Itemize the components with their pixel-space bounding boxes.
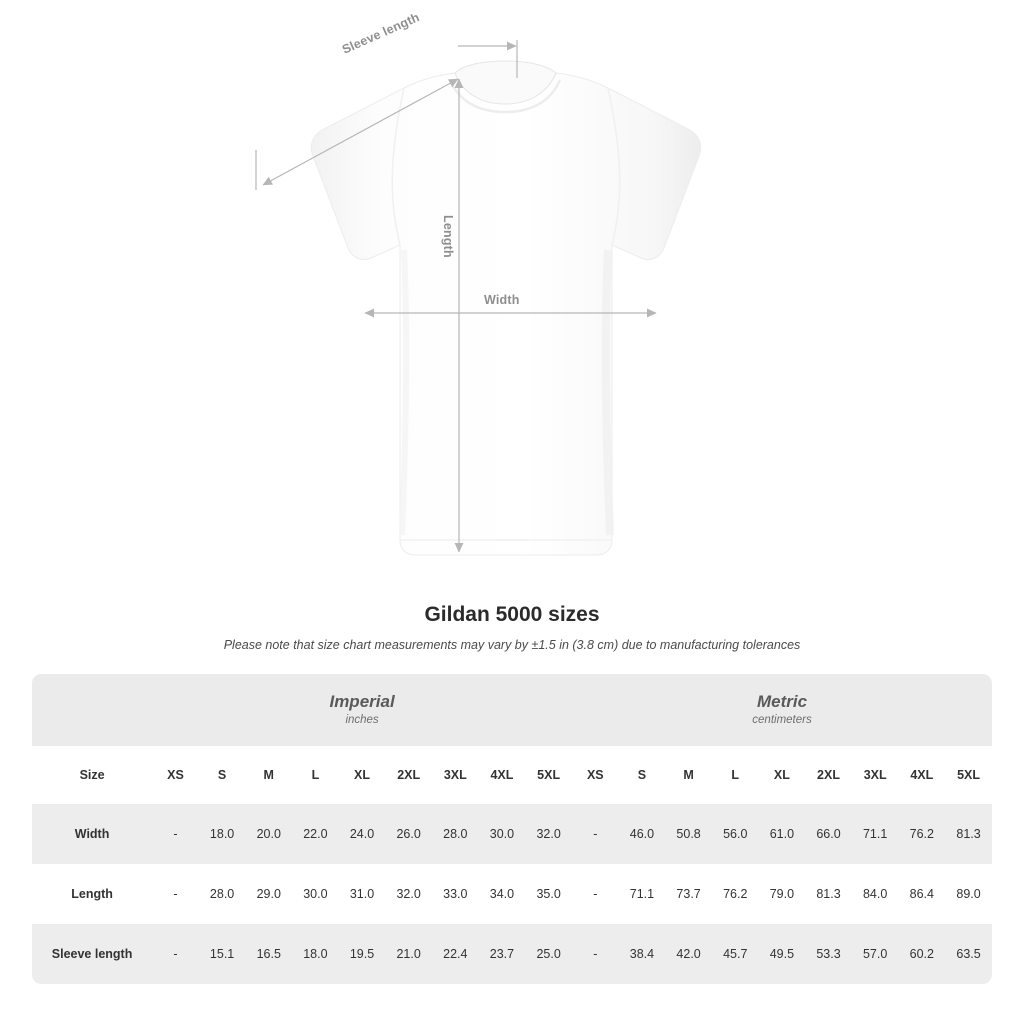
unit-name-imperial: Imperial [329, 691, 395, 711]
cell-width-imperial-2xl: 26.0 [385, 804, 432, 864]
cell-length-imperial-3xl: 33.0 [432, 864, 479, 924]
cell-length-imperial-m: 29.0 [245, 864, 292, 924]
cell-sleeve-metric-s: 38.4 [619, 924, 666, 984]
cell-sleeve-metric-5xl: 63.5 [945, 924, 992, 984]
size-header-imperial-xs: XS [152, 746, 199, 804]
row-label-length: Length [32, 864, 152, 924]
size-header-metric-xl: XL [759, 746, 806, 804]
cell-width-imperial-s: 18.0 [199, 804, 246, 864]
cell-length-metric-xs: - [572, 864, 619, 924]
cell-sleeve-metric-2xl: 53.3 [805, 924, 852, 984]
cell-width-imperial-xl: 24.0 [339, 804, 386, 864]
cell-length-metric-l: 76.2 [712, 864, 759, 924]
size-header-row [32, 746, 992, 804]
size-header-metric-m: M [665, 746, 712, 804]
cell-length-imperial-xl: 31.0 [339, 864, 386, 924]
cell-width-metric-xl: 61.0 [759, 804, 806, 864]
cell-sleeve-metric-xs: - [572, 924, 619, 984]
cell-length-metric-4xl: 86.4 [898, 864, 945, 924]
cell-sleeve-metric-xl: 49.5 [759, 924, 806, 984]
cell-length-imperial-xs: - [152, 864, 199, 924]
size-table-container [32, 674, 992, 984]
cell-width-imperial-4xl: 30.0 [479, 804, 526, 864]
size-header-imperial-l: L [292, 746, 339, 804]
table-row [32, 924, 992, 984]
cell-length-metric-3xl: 84.0 [852, 864, 899, 924]
cell-width-metric-l: 56.0 [712, 804, 759, 864]
page-title: Gildan 5000 sizes [424, 603, 600, 626]
cell-sleeve-metric-4xl: 60.2 [898, 924, 945, 984]
cell-length-metric-2xl: 81.3 [805, 864, 852, 924]
shirt-body-shape [311, 61, 700, 555]
cell-sleeve-metric-3xl: 57.0 [852, 924, 899, 984]
cell-sleeve-imperial-4xl: 23.7 [479, 924, 526, 984]
table-row [32, 804, 992, 864]
cell-length-imperial-2xl: 32.0 [385, 864, 432, 924]
size-header-metric-4xl: 4XL [898, 746, 945, 804]
cell-sleeve-imperial-m: 16.5 [245, 924, 292, 984]
length-label: Length [441, 215, 455, 258]
cell-sleeve-imperial-5xl: 25.0 [525, 924, 572, 984]
cell-length-imperial-5xl: 35.0 [525, 864, 572, 924]
cell-sleeve-metric-m: 42.0 [665, 924, 712, 984]
cell-length-metric-s: 71.1 [619, 864, 666, 924]
size-header-imperial-4xl: 4XL [479, 746, 526, 804]
cell-width-imperial-m: 20.0 [245, 804, 292, 864]
size-header-metric-2xl: 2XL [805, 746, 852, 804]
cell-width-metric-xs: - [572, 804, 619, 864]
cell-length-imperial-s: 28.0 [199, 864, 246, 924]
size-header-metric-l: L [712, 746, 759, 804]
size-table [32, 674, 992, 984]
cell-sleeve-imperial-s: 15.1 [199, 924, 246, 984]
size-header-metric-s: S [619, 746, 666, 804]
cell-width-metric-m: 50.8 [665, 804, 712, 864]
cell-length-imperial-4xl: 34.0 [479, 864, 526, 924]
row-label-width: Width [32, 804, 152, 864]
cell-width-metric-4xl: 76.2 [898, 804, 945, 864]
cell-sleeve-imperial-xs: - [152, 924, 199, 984]
unit-sub-metric: centimeters [752, 714, 812, 726]
row-label-sleeve-length: Sleeve length [32, 924, 152, 984]
unit-name-metric: Metric [756, 691, 808, 711]
cell-width-metric-3xl: 71.1 [852, 804, 899, 864]
cell-sleeve-imperial-3xl: 22.4 [432, 924, 479, 984]
size-header-metric-xs: XS [572, 746, 619, 804]
cell-sleeve-imperial-l: 18.0 [292, 924, 339, 984]
cell-length-metric-5xl: 89.0 [945, 864, 992, 924]
cell-width-metric-2xl: 66.0 [805, 804, 852, 864]
unit-sub-imperial: inches [345, 714, 379, 726]
size-header-imperial-m: M [245, 746, 292, 804]
title-block [0, 603, 1024, 652]
cell-length-imperial-l: 30.0 [292, 864, 339, 924]
size-header-imperial-xl: XL [339, 746, 386, 804]
size-header-imperial-s: S [199, 746, 246, 804]
cell-width-metric-s: 46.0 [619, 804, 666, 864]
cell-width-metric-5xl: 81.3 [945, 804, 992, 864]
cell-length-metric-xl: 79.0 [759, 864, 806, 924]
cell-width-imperial-3xl: 28.0 [432, 804, 479, 864]
size-header-metric-3xl: 3XL [852, 746, 899, 804]
table-row [32, 864, 992, 924]
size-header-label: Size [32, 746, 152, 804]
unit-header-spacer [32, 674, 152, 746]
size-header-imperial-3xl: 3XL [432, 746, 479, 804]
cell-length-metric-m: 73.7 [665, 864, 712, 924]
size-header-imperial-2xl: 2XL [385, 746, 432, 804]
unit-header-row [32, 674, 992, 746]
cell-sleeve-metric-l: 45.7 [712, 924, 759, 984]
cell-width-imperial-xs: - [152, 804, 199, 864]
size-header-imperial-5xl: 5XL [525, 746, 572, 804]
cell-width-imperial-l: 22.0 [292, 804, 339, 864]
size-header-metric-5xl: 5XL [945, 746, 992, 804]
cell-sleeve-imperial-xl: 19.5 [339, 924, 386, 984]
tolerance-note: Please note that size chart measurements may vary by ±1.5 in (3.8 cm) due to manufacturing tolerances [223, 638, 801, 652]
sleeve-length-label: Sleeve length [340, 10, 422, 57]
cell-width-imperial-5xl: 32.0 [525, 804, 572, 864]
width-label: Width [484, 293, 520, 307]
cell-sleeve-imperial-2xl: 21.0 [385, 924, 432, 984]
unit-header-metric [572, 674, 992, 746]
unit-header-imperial [152, 674, 572, 746]
